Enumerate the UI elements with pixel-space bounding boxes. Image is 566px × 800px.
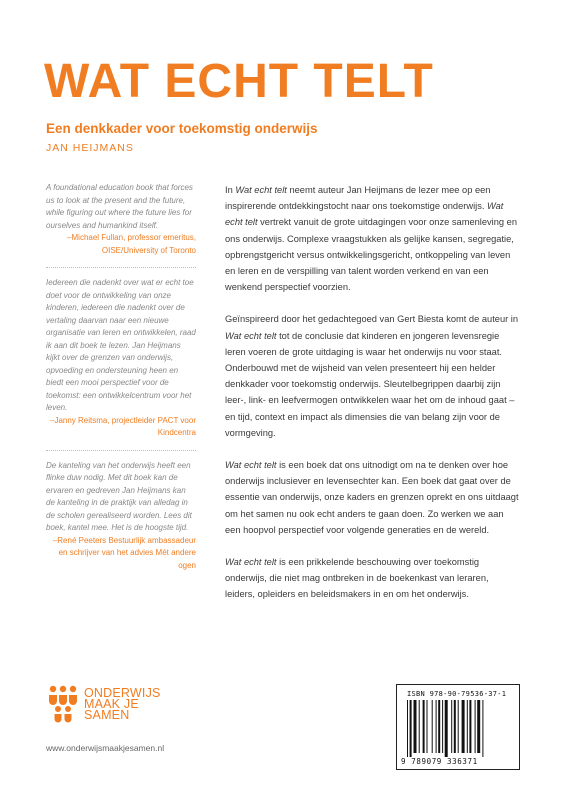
- barcode-bar: [436, 700, 437, 753]
- endorsement-quote: [46, 460, 196, 573]
- quote-attribution: –Michael Fullan, professor emeritus, OISE/University of Toronto: [67, 233, 196, 255]
- publisher-logo: [46, 684, 161, 724]
- quote-attribution: –Janny Reitsma, projectleider PACT voor Kindcentra: [50, 415, 196, 437]
- isbn-barcode: [396, 684, 520, 770]
- text-run: is een boek dat ons uitnodigt om na te denken over hoe onderwijs inclusiever en levensechter kan. Een boek dat gaat over de essentie van onderwijs, onze kaders en grenzen oprekt en ons uitdaagt om het samen nu ook echt anders te gaan doen. Zo werken we aan een hoopvol perspectief voor volgende generaties en de wereld.: [225, 460, 519, 535]
- text-run: In: [225, 185, 236, 195]
- barcode-bar: [467, 700, 468, 753]
- barcode-bar: [432, 700, 433, 753]
- book-title-italic: Wat echt telt: [225, 557, 277, 568]
- quote-text: Iedereen die nadenkt over wat er echt toe doet voor de ontwikkeling van onze kinderen, iedereen die nadenkt over de vertaling daarvan naar een nieuwe organisatie van leren en ontwikkelen, raad ik aan dit boek te lezen. Jan Heijmans kijkt over de grenzen van onderwijs, opvoeding en ondersteuning heen en biedt een mooi perspectief voor de toekomst: een ontwikkelcentrum voor het leven.: [46, 278, 196, 412]
- quote-attribution: –René Peeters Bestuurlijk ambassadeur en schrijver van het advies Mét andere ogen: [52, 535, 196, 570]
- text-run: is een prikkelende beschouwing over toekomstig onderwijs, die niet mag ontbreken in de boekenkast van leraren, leiders, opleiders en beleidsmakers in en om het onderwijs.: [225, 557, 489, 600]
- blurb-paragraph: [225, 457, 521, 538]
- barcode-bar: [438, 700, 440, 753]
- barcode-bar: [414, 700, 417, 753]
- blurb-paragraph: [225, 554, 521, 603]
- barcode-bar: [462, 700, 465, 753]
- barcode-bar: [419, 700, 420, 753]
- book-title: WAT ECHT TELT: [44, 55, 434, 108]
- text-run: tot de conclusie dat kinderen en jongeren levensregie leren voeren de grote uitdaging is waar het onderwijs nu voor staat. Onderbouwd met de wijsheid van velen presenteert hij een helder denkkader voor toekomstig onderwijs. Sleutelbegrippen daarbij zijn leer-, link- en leefvermogen ontwikkelen waar het om de inhoud gaat – en tijd, context en impact als dimensies die van belang zijn voor de vormgeving.: [225, 330, 515, 438]
- barcode-bar: [442, 700, 443, 753]
- barcode-bar: [458, 700, 459, 753]
- divider: [46, 450, 196, 451]
- logo-line: ONDERWIJS: [84, 685, 161, 700]
- book-title-italic: Wat echt telt: [225, 201, 504, 228]
- book-title-italic: Wat echt telt: [235, 185, 287, 195]
- blurb: [225, 182, 521, 619]
- logo-line: SAMEN: [84, 707, 130, 722]
- barcode-bar: [451, 700, 452, 753]
- barcode-bar: [469, 700, 471, 753]
- text-run: neemt auteur Jan Heijmans de lezer mee op een inspirerende ontdekkingstocht naar ons toekomstige onderwijs.: [225, 185, 491, 212]
- barcode-bar: [477, 700, 480, 753]
- blurb-paragraph: [225, 182, 521, 295]
- text-run: Geïnspireerd door het gedachtegoed van Gert Biesta komt de auteur in: [225, 314, 519, 325]
- endorsements-column: [46, 182, 196, 572]
- text-run: vertrekt vanuit de grote uitdagingen voor onze samenleving en ons onderwijs. Complexe vraagstukken als gelijke kansen, segregatie, opbrengstgericht versus ontwikkelingsgericht, ontkoppeling van leven en leren en de verspilling van talent worden verkend en van een wenkend perspectief voorzien.: [225, 217, 518, 293]
- publisher-logo-text: [84, 685, 161, 722]
- barcode-bars: [407, 700, 509, 757]
- endorsement-quote: [46, 182, 196, 257]
- barcode-bar: [410, 700, 412, 757]
- book-subtitle: Een denkkader voor toekomstig onderwijs: [46, 121, 318, 136]
- quote-text: A foundational education book that forces us to look at the present and the future, while figuring out where the future lies for ourselves and humankind itself.: [46, 183, 193, 230]
- author-name: JAN HEIJMANS: [46, 142, 134, 154]
- divider: [46, 267, 196, 268]
- barcode-bar: [475, 700, 476, 753]
- blurb-paragraph: [225, 311, 521, 441]
- book-title-italic: Wat echt telt: [225, 460, 277, 471]
- barcode-bar: [445, 700, 448, 757]
- logo-line: MAAK JE: [84, 696, 139, 711]
- barcode-number: 9 789079 336371: [401, 757, 478, 766]
- barcode-bar: [423, 700, 425, 753]
- barcode-bar: [482, 700, 483, 757]
- publisher-website: www.onderwijsmaakjesamen.nl: [46, 743, 165, 753]
- book-title-italic: Wat echt telt: [225, 330, 277, 341]
- quote-text: De kanteling van het onderwijs heeft een flinke duw nodig. Met dit boek kan de ervaren en gedreven Jan Heijmans kan de kanteling in de praktijk van alledag in de scholen gerealiseerd worden. Lees dit boek, kantel mee. Het is de hoogste tijd.: [46, 460, 192, 532]
- endorsement-quote: [46, 277, 196, 440]
- barcode-bar: [407, 700, 408, 757]
- barcode-bar: [427, 700, 428, 753]
- people-group-icon: [46, 684, 80, 724]
- isbn-label: ISBN 978-90-79536-37-1: [407, 690, 507, 698]
- barcode-bar: [454, 700, 456, 753]
